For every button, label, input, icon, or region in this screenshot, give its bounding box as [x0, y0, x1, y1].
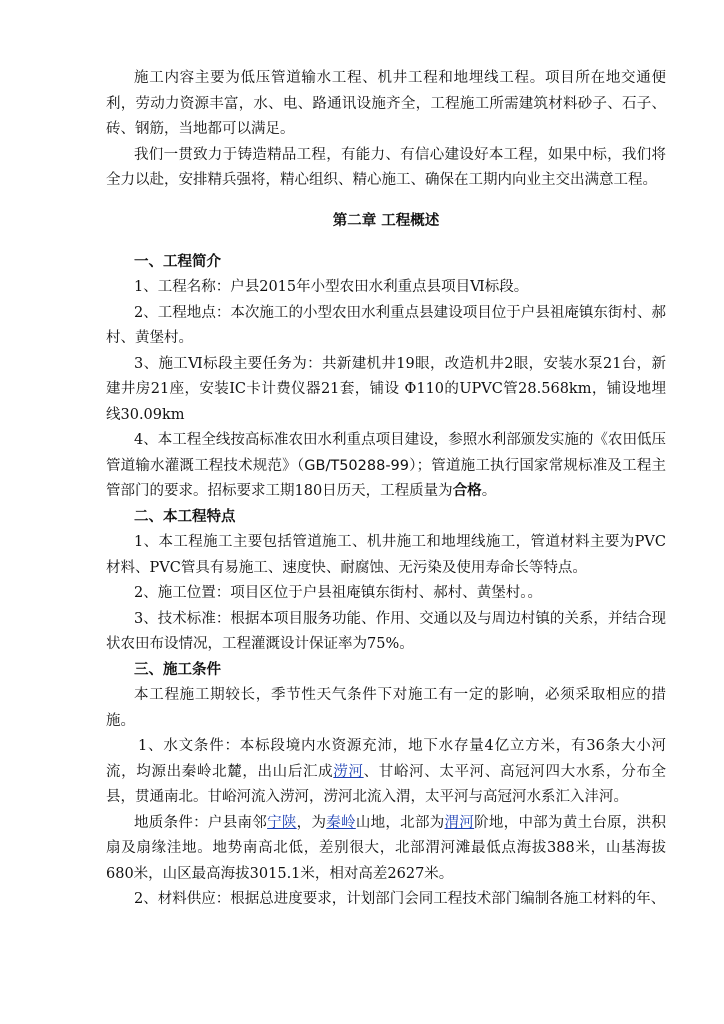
standard-code: （GB/T50288-99）: [296, 457, 417, 474]
quality-grade: 合格: [452, 483, 482, 499]
hydrology-text-a: 1、水文条件：本标段境内水资源充沛，地下水存量4亿立方米，有36条大小河流，均源出秦岭北麓，出山后汇成: [106, 738, 666, 780]
standards-text-b: ；管道施工执行国家常规标准及工程主管部门的要求。招标要求工期180日历天，工程质量为: [106, 457, 666, 499]
document-body: [106, 66, 666, 913]
link-lao-river[interactable]: 涝河: [333, 763, 364, 780]
section-title-features: 二、本工程特点: [134, 508, 236, 525]
link-ningshan[interactable]: 宁陕: [267, 814, 297, 831]
item-feature-pipes: 1、本工程施工主要包括管道施工、机井施工和地埋线施工，管道材料主要为PVC材料、PVC管具有易施工、速度快、耐腐蚀、无污染及使用寿命长等特点。: [106, 534, 666, 576]
geology-text-d: 阶地，中部为黄土台原，洪积扇及扇缘洼地。地势南高北低，差别很大，北部渭河滩最低点海拔388米，山基海拔680米，山区最高海拔3015.1米，相对高差2627米。: [106, 814, 667, 882]
item-hydrology: [106, 734, 666, 811]
geology-text-c: 山地，北部为: [355, 814, 445, 831]
item-geology: [106, 811, 666, 888]
item-material-supply: 2、材料供应：根据总进度要求，计划部门会同工程技术部门编制各施工材料的年、: [134, 891, 666, 907]
item-feature-standard: 3、技术标准：根据本项目服务功能、作用、交通以及与周边村镇的关系，并结合现状农田布设情况，工程灌溉设计保证率为75%。: [106, 610, 666, 652]
item-project-name: 1、工程名称：户县2015年小型农田水利重点县项目Ⅵ标段。: [134, 279, 529, 295]
standards-end: 。: [481, 483, 497, 499]
chapter-title: 第二章 工程概述: [332, 212, 440, 229]
item-standards: [106, 428, 666, 505]
geology-text-b: ，为: [296, 814, 327, 831]
hydrology-text-b: 、甘峪河、太平河、高冠河四大水系，分布全县，贯通南北。甘峪河流入涝河，涝河北流入渭，太平河与高冠河水系汇入沣河。: [106, 763, 667, 805]
section-title-conditions: 三、施工条件: [134, 661, 221, 678]
geology-text-a: 地质条件：户县南邻: [134, 814, 268, 831]
section-title-overview: 一、工程简介: [134, 253, 221, 270]
paragraph-construction-content: 施工内容主要为低压管道输水工程、机井工程和地埋线工程。项目所在地交通便利，劳动力资源丰富，水、电、路通讯设施齐全，工程施工所需建筑材料砂子、石子、砖、钢筋，当地都可以满足。: [106, 70, 666, 137]
link-wei-river[interactable]: 渭河: [444, 814, 475, 831]
item-main-tasks: 3、施工Ⅵ标段主要任务为：共新建机井19眼，改造机井2眼，安装水泵21台，新建井房21座，安装IC卡计费仪器21套，铺设 Φ110的UPVC管28.568km，铺设地埋线30.09km: [106, 355, 666, 423]
paragraph-commitment: 我们一贯致力于铸造精品工程，有能力、有信心建设好本工程，如果中标，我们将全力以赴，安排精兵强将，精心组织、精心施工、确保在工期内向业主交出满意工程。: [106, 146, 666, 188]
standards-text-a: 4、本工程全线按高标准农田水利重点项目建设，参照水利部颁发实施的《农田低压管道输水灌溉工程技术规范》: [106, 432, 666, 474]
item-project-location: 2、工程地点：本次施工的小型农田水利重点县建设项目位于户县祖庵镇东街村、郝村、黄堡村。: [106, 304, 666, 346]
paragraph-conditions-intro: 本工程施工期较长，季节性天气条件下对施工有一定的影响，必须采取相应的措施。: [106, 687, 666, 729]
item-feature-location: 2、施工位置：项目区位于户县祖庵镇东街村、郝村、黄堡村。。: [134, 585, 542, 601]
link-qinling[interactable]: 秦岭: [326, 814, 356, 831]
